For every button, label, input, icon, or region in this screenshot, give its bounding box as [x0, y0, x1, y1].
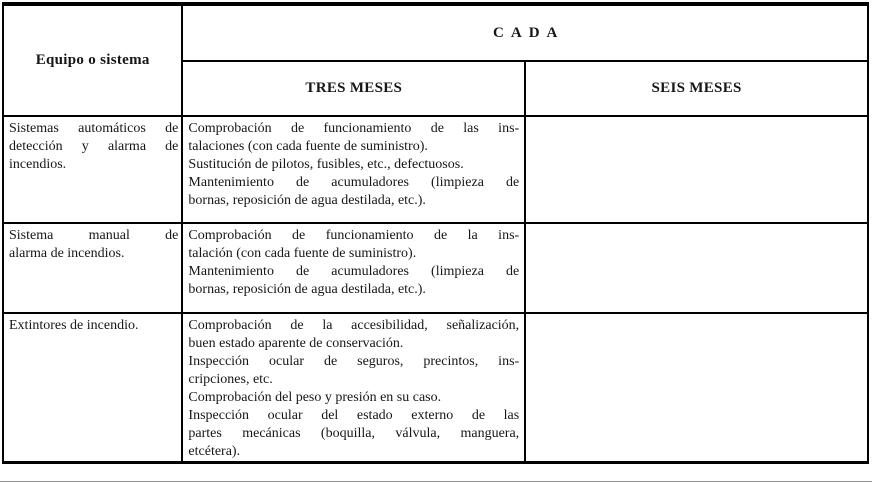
table-row-sistema-manual	[3, 223, 868, 313]
header-seis-meses: SEIS MESES	[525, 61, 868, 116]
table-row-extintores	[3, 313, 868, 463]
cell-tres-meses: Comprobación de la accesibilidad, señalización, buen estado aparente de conservación. Inspección ocular de seguros, precintos, ins- cripciones, etc. Comprobación del peso y presión en su caso. Inspección ocular del estado externo de las partes mecánicas (boquilla, válvula, manguera, etcétera).	[182, 313, 525, 463]
header-tres-meses: TRES MESES	[182, 61, 525, 116]
cell-seis-meses	[525, 116, 868, 223]
table-row-sistemas-automaticos	[3, 116, 868, 223]
cell-tres-meses: Comprobación de funcionamiento de la ins- talación (con cada fuente de suministro). Mantenimiento de acumuladores (limpieza de bornas, reposición de agua destilada, etc.).	[182, 223, 525, 313]
header-row-cada	[3, 4, 868, 61]
maintenance-schedule-table	[2, 2, 869, 464]
cell-tres-meses: Comprobación de funcionamiento de las ins- talaciones (con cada fuente de suministro). Sustitución de pilotos, fusibles, etc., defectuosos. Mantenimiento de acumuladores (limpieza de bornas, reposición de agua destilada, etc.).	[182, 116, 525, 223]
cell-equipment: Sistema manual de alarma de incendios.	[3, 223, 182, 313]
header-equipment: Equipo o sistema	[3, 4, 182, 116]
cell-seis-meses	[525, 313, 868, 463]
cell-seis-meses	[525, 223, 868, 313]
table-body	[3, 116, 868, 463]
cell-equipment: Extintores de incendio.	[3, 313, 182, 463]
header-cada: CADA	[182, 4, 868, 61]
table-header	[3, 4, 868, 116]
cell-equipment: Sistemas automáticos de detección y alarma de incendios.	[3, 116, 182, 223]
